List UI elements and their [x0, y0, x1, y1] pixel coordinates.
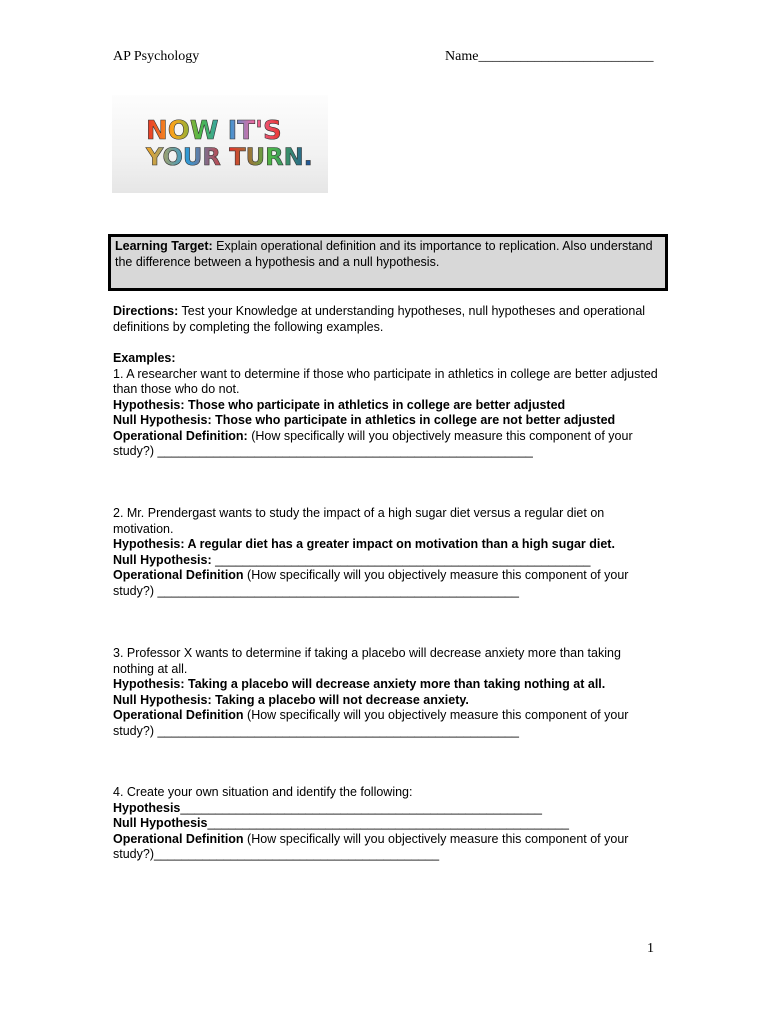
learning-target-box — [108, 234, 668, 291]
logo-line-2: YOUR TURN. — [146, 143, 313, 171]
learning-target-label: Learning Target: — [115, 239, 213, 253]
example-2 — [113, 506, 661, 599]
now-its-your-turn-logo — [112, 95, 328, 193]
ex2-prompt: 2. Mr. Prendergast wants to study the impact of a high sugar diet versus a regular diet on motivation. — [113, 506, 605, 536]
ex2-hypothesis: Hypothesis: A regular diet has a greater impact on motivation than a high sugar diet. — [113, 537, 615, 551]
page-number: 1 — [647, 941, 654, 956]
ex3-op-text: (How specifically will you objectively measure this component of your study?) ____________________________________________________ — [113, 708, 629, 738]
ex3-op-label: Operational Definition — [113, 708, 244, 722]
learning-target-text: Explain operational definition and its importance to replication. Also understand the difference between a hypothesis and a null hypothesis. — [115, 239, 653, 269]
directions — [113, 304, 661, 335]
ex2-op-text: (How specifically will you objectively measure this component of your study?) ____________________________________________________ — [113, 568, 629, 598]
example-4 — [113, 785, 661, 863]
ex4-hypothesis-blank: ____________________________________________________ — [180, 800, 542, 815]
directions-label: Directions: — [113, 304, 179, 318]
ex1-op-label: Operational Definition: — [113, 428, 248, 443]
ex1-prompt: 1. A researcher want to determine if those who participate in athletics in college are better adjusted than those who do not. — [113, 366, 658, 396]
ex2-null-blank: ______________________________________________________ — [211, 552, 591, 567]
ex4-op-label: Operational Definition — [113, 831, 244, 846]
ex2-null-label: Null Hypothesis: — [113, 552, 212, 567]
ex2-op-label: Operational Definition — [113, 568, 244, 582]
ex3-prompt: 3. Professor X wants to determine if taking a placebo will decrease anxiety more than taking nothing at all. — [113, 646, 621, 676]
directions-text: Test your Knowledge at understanding hypotheses, null hypotheses and operational definitions by completing the following examples. — [113, 304, 646, 334]
name-label: Name — [445, 49, 479, 64]
course-title: AP Psychology — [113, 49, 200, 64]
ex4-null-blank: ____________________________________________________ — [207, 816, 569, 830]
ex4-prompt: 4. Create your own situation and identify the following: — [113, 785, 413, 799]
ex4-hypothesis-label: Hypothesis — [113, 800, 181, 815]
logo-line-1: NOW IT'S — [146, 116, 282, 146]
ex4-null-label: Null Hypothesis — [113, 816, 208, 830]
name-field — [445, 49, 653, 65]
examples-label: Examples: — [113, 351, 176, 365]
ex1-hypothesis: Hypothesis: Those who participate in athletics in college are better adjusted — [113, 397, 566, 412]
example-3 — [113, 646, 661, 739]
ex3-null-hypothesis: Null Hypothesis: Taking a placebo will not decrease anxiety. — [113, 692, 469, 707]
ex1-op-text: (How specifically will you objectively measure this component of your study?) ______________________________________________________ — [113, 428, 633, 458]
name-line: _________________________ — [478, 49, 654, 64]
ex1-null-hypothesis: Null Hypothesis: Those who participate in athletics in college are not better adjusted — [113, 413, 616, 427]
ex3-hypothesis: Hypothesis: Taking a placebo will decrease anxiety more than taking nothing at all. — [113, 677, 606, 691]
ex4-op-text: (How specifically will you objectively measure this component of your study?)_________________________________________ — [113, 831, 629, 861]
example-1 — [113, 351, 661, 460]
